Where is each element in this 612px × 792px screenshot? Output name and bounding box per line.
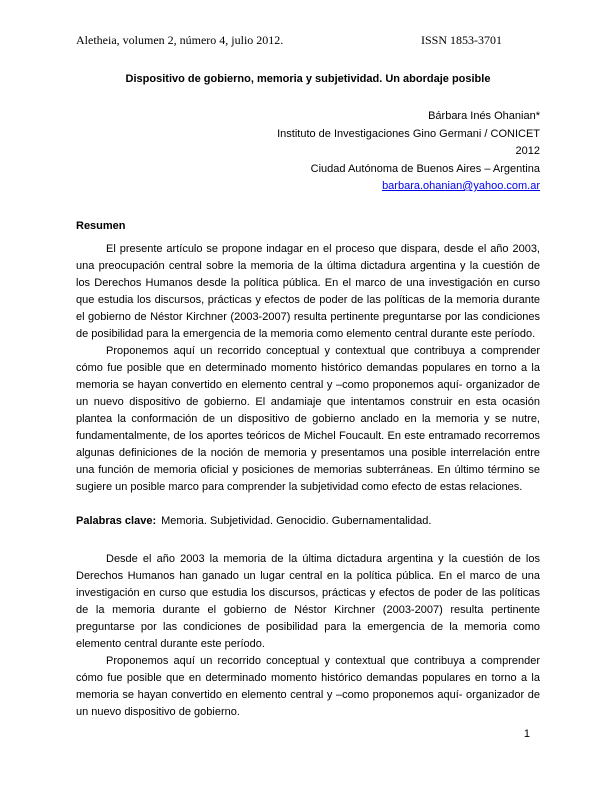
journal-header: [76, 33, 540, 47]
keywords-line: [76, 513, 540, 530]
publication-year: 2012: [515, 145, 540, 157]
author-email-link[interactable]: barbara.ohanian@yahoo.com.ar: [382, 180, 540, 192]
keywords-label: Palabras clave:: [76, 514, 157, 527]
abstract-paragraph: Proponemos aquí un recorrido conceptual y contextual que contribuya a comprender cómo fue posible que en determinado momento histórico demandas populares en torno a la memoria se hayan convertido en elemento central y –como proponemos aquí- organizador de un nuevo dispositivo de gobierno. El andamiaje que intentamos construir en esta ocasión plantea la conformación de un dispositivo de gobierno anclado en la memoria y se nutre, fundamentalmente, de los aportes teóricos de Michel Foucault. En este entramado recorremos algunas definiciones de la noción de memoria y presentamos una posible interrelación entre una función de memoria oficial y posiciones de memorias subterráneas. En último término se sugiere un posible marco para comprender la subjetividad como efecto de estas relaciones.: [76, 344, 540, 493]
issn-number: ISSN 1853-3701: [420, 33, 502, 47]
abstract-paragraph: El presente artículo se propone indagar en el proceso que dispara, desde el año 2003, una preocupación central sobre la memoria de la última dictadura argentina y la cuestión de los Derechos Humanos desde la política pública. En el marco de una investigación en curso que estudia los discursos, prácticas y efectos de poder de las políticas de la memoria durante el gobierno de Néstor Kirchner (2003-2007) resulta pertinente preguntarse por las condiciones de posibilidad para la emergencia de la memoria como elemento central durante este período.: [76, 242, 540, 340]
author-location: Ciudad Autónoma de Buenos Aires – Argentina: [310, 162, 540, 175]
author-affiliation: Instituto de Investigaciones Gino Germani / CONICET: [277, 127, 540, 140]
page-number: 1: [523, 728, 530, 740]
body-paragraph: Proponemos aquí un recorrido conceptual y contextual que contribuya a comprender cómo fue posible que en determinado momento histórico demandas populares en torno a la memoria se hayan convertido en elemento central y –como proponemos aquí- organizador de un nuevo dispositivo de gobierno.: [76, 654, 540, 718]
author-block: [76, 108, 540, 196]
paper-title: Dispositivo de gobierno, memoria y subjetividad. Un abordaje posible: [125, 73, 491, 85]
journal-citation: Aletheia, volumen 2, número 4, julio 2012.: [76, 33, 284, 47]
author-name: Bárbara Inés Ohanian*: [428, 110, 540, 122]
abstract-heading: Resumen: [76, 219, 126, 232]
keywords-text: Memoria. Subjetividad. Genocidio. Gubernamentalidad.: [161, 514, 432, 527]
body-section: [76, 551, 540, 721]
body-paragraph: Desde el año 2003 la memoria de la última dictadura argentina y la cuestión de los Derechos Humanos han ganado un lugar central en la política pública. En el marco de una investigación en curso que estudia los discursos, prácticas y efectos de poder de las políticas de la memoria durante el gobierno de Néstor Kirchner (2003-2007) resulta pertinente preguntarse por las condiciones de posibilidad para la emergencia de la memoria como elemento central durante este período.: [76, 552, 540, 650]
